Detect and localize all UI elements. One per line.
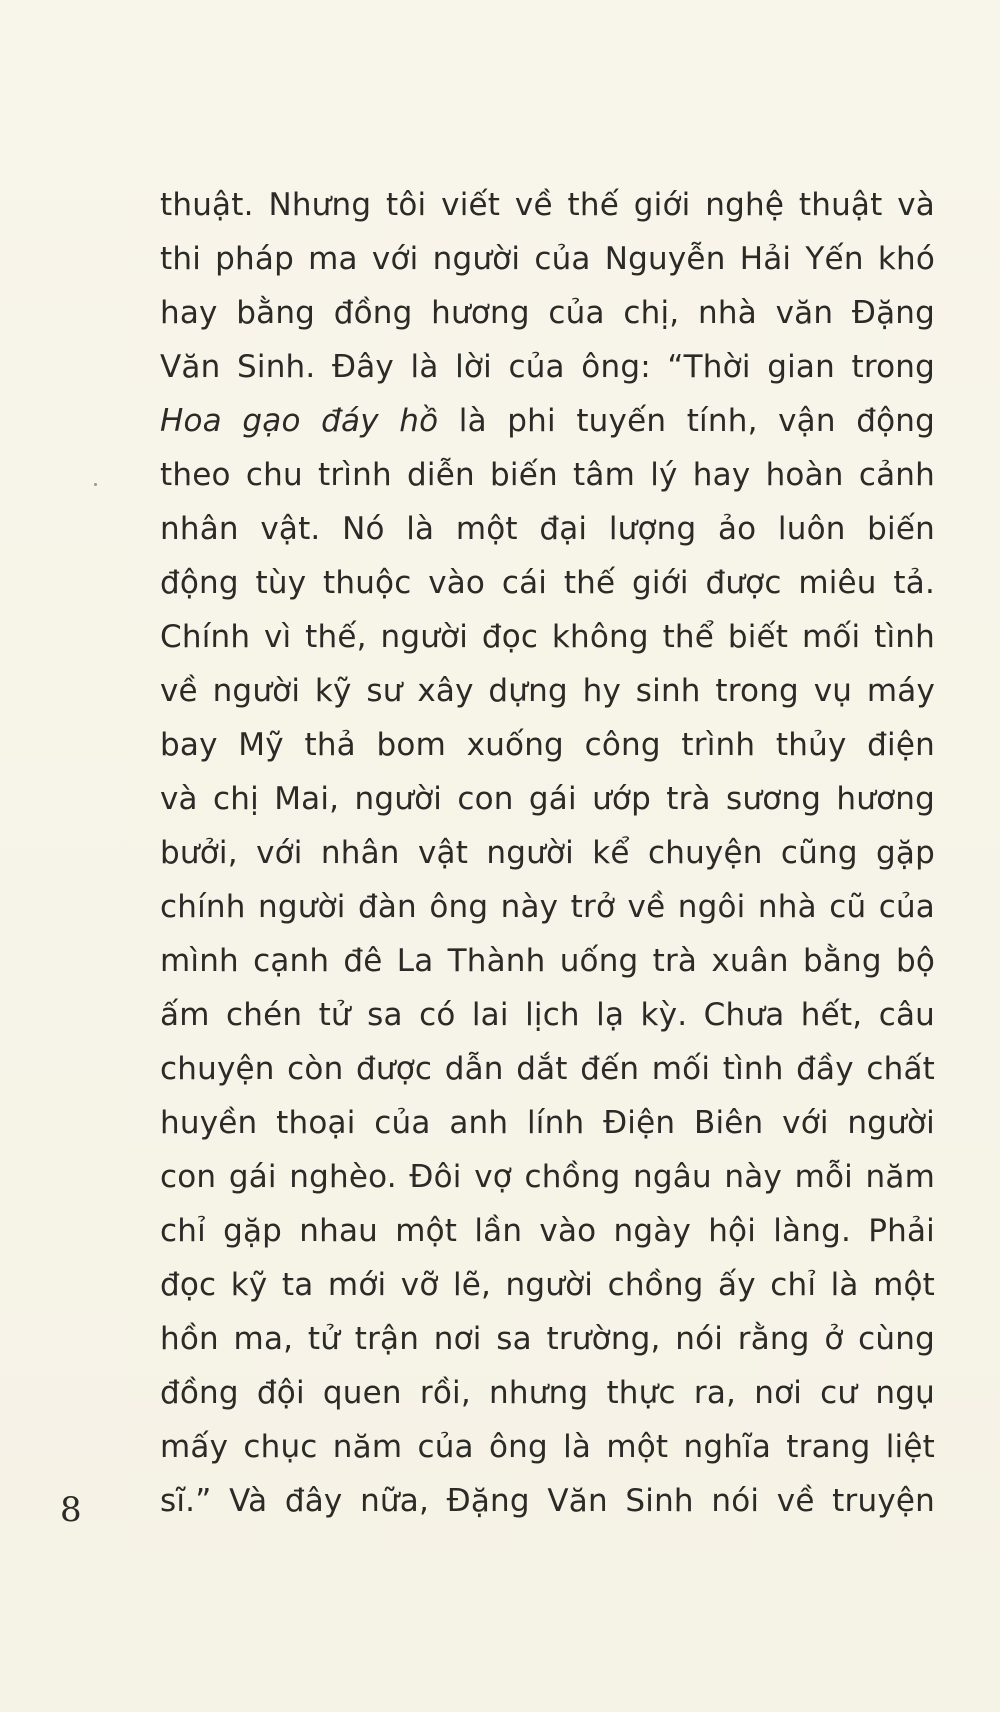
paper-speck [94,483,97,486]
text-line: sĩ.” Và đây nữa, Đặng Văn Sinh nói về truyện [160,1483,935,1519]
text-line: thuật. Nhưng tôi viết về thế giới nghệ thuật và [160,187,935,223]
text-line: chính người đàn ông này trở về ngôi nhà cũ của [160,889,935,925]
text-line: mình cạnh đê La Thành uống trà xuân bằng bộ [160,943,935,979]
page-number: 8 [60,1490,82,1530]
text-line: chỉ gặp nhau một lần vào ngày hội làng. Phải [160,1213,935,1249]
text-line: đọc kỹ ta mới vỡ lẽ, người chồng ấy chỉ là một [160,1267,935,1303]
text-line: huyền thoại của anh lính Điện Biên với người [160,1105,935,1141]
text-line: nhân vật. Nó là một đại lượng ảo luôn biến [160,511,935,547]
text-line: mấy chục năm của ông là một nghĩa trang liệt [160,1429,935,1465]
text-line: con gái nghèo. Đôi vợ chồng ngâu này mỗi năm [160,1159,935,1195]
body-text [160,178,935,1528]
text-line: thi pháp ma với người của Nguyễn Hải Yến khó [160,241,935,277]
text-line: động tùy thuộc vào cái thế giới được miêu tả. [160,565,935,601]
text-line: và chị Mai, người con gái ướp trà sương hương [160,781,935,817]
book-title: Hoa gạo đáy hồ [160,403,439,439]
text-line: về người kỹ sư xây dựng hy sinh trong vụ máy [160,673,935,709]
text-line: đồng đội quen rồi, nhưng thực ra, nơi cư ngụ [160,1375,935,1411]
text-line: ấm chén tử sa có lai lịch lạ kỳ. Chưa hết, câu [160,997,935,1033]
text-line: hồn ma, tử trận nơi sa trường, nói rằng ở cùng [160,1321,935,1357]
text-line: bay Mỹ thả bom xuống công trình thủy điện [160,727,935,763]
text-line-with-title [160,394,935,448]
text-line: hay bằng đồng hương của chị, nhà văn Đặng [160,295,935,331]
text-line: Văn Sinh. Đây là lời của ông: “Thời gian trong [160,349,935,385]
text-line: theo chu trình diễn biến tâm lý hay hoàn cảnh [160,457,935,493]
text-line-rest: là phi tuyến tính, vận động [438,403,935,439]
text-line: bưởi, với nhân vật người kể chuyện cũng gặp [160,835,935,871]
text-line: Chính vì thế, người đọc không thể biết mối tình [160,619,935,655]
text-line: chuyện còn được dẫn dắt đến mối tình đầy chất [160,1051,935,1087]
